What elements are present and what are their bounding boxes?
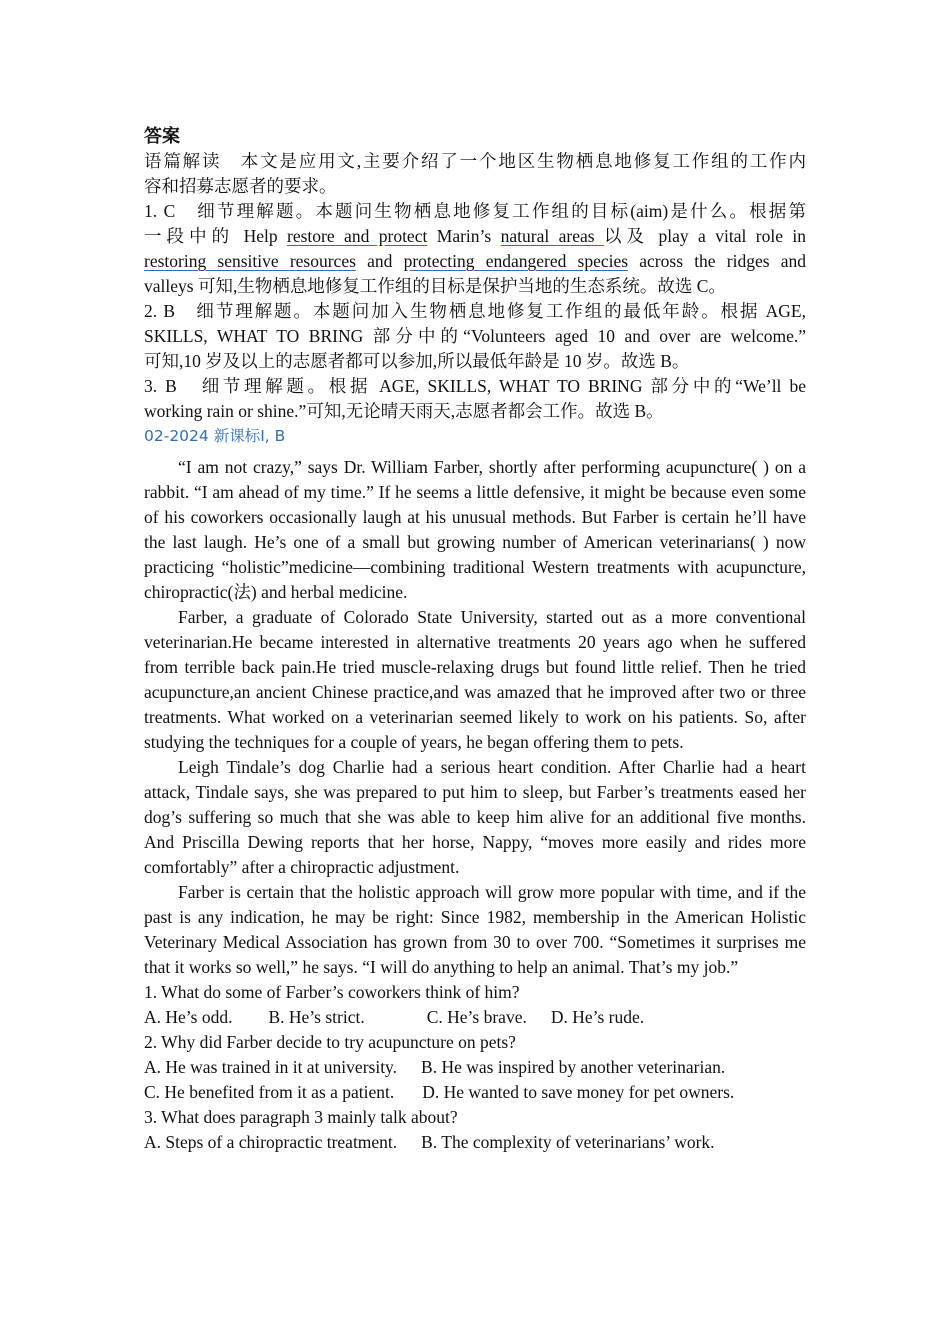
option-a[interactable]: A. He’s odd. [144,1007,233,1027]
question-options [144,1005,806,1030]
question-options [144,1130,806,1155]
option-d[interactable]: D. He wanted to save money for pet owners. [422,1082,735,1102]
passage-paragraph-3: Leigh Tindale’s dog Charlie had a serious heart condition. After Charlie had a heart attack, Tindale says, she was prepared to put him to sleep, but Farber’s treatments eased her dog’s suffering so much that she was able to keep him alive for an additional five months. And Priscilla Dewing reports that her horse, Nappy, “moves more easily and rides more comfortably” after a chiropractic adjustment. [144,757,806,877]
answer-2-line: 2. B 细节理解题。本题问加入生物栖息地修复工作组的最低年龄。根据 AGE, [144,301,806,321]
answer-text: across the ridges and [628,251,806,271]
question-stem: 3. What does paragraph 3 mainly talk about? [144,1107,458,1127]
question-stem: 1. What do some of Farber’s coworkers think of him? [144,982,520,1002]
answer-2-line: 可知,10 岁及以上的志愿者都可以参加,所以最低年龄是 10 岁。故选 B。 [144,351,690,371]
option-b[interactable]: B. The complexity of veterinarians’ work. [421,1132,715,1152]
answer-heading: 答案 [144,126,180,146]
option-d[interactable]: D. He’s rude. [550,1007,645,1027]
section-tag: 02-2024 新课标Ⅰ, B [144,427,286,445]
passage-paragraph-1: “I am not crazy,” says Dr. William Farber, shortly after performing acupuncture( ) on a rabbit. “I am ahead of my time.” If he seems a little defensive, it might be because even some of his coworkers occasionally laugh at his unusual methods. But Farber is certain he’ll have the last laugh. He’s one of a small but growing number of American veterinarians( ) now practicing “holistic”medicine—combining traditional Western treatments with acupuncture, chiropractic(法) and herbal medicine. [144,457,806,602]
answer-3-line: working rain or shine.”可知,无论晴天雨天,志愿者都会工作。故选 B。 [144,401,664,421]
option-c[interactable]: C. He’s brave. [426,1007,527,1027]
question-options [144,1055,806,1080]
document-content [144,124,806,1155]
underlined-phrase: natural areas [500,226,604,246]
answer-1-line [144,249,806,274]
option-c[interactable]: C. He benefited from it as a patient. [144,1082,395,1102]
answer-text: and [355,251,404,271]
answer-text: 一段中的 Help [144,226,288,246]
answer-1-line: valleys 可知,生物栖息地修复工作组的目标是保护当地的生态系统。故选 C。 [144,276,726,296]
answer-text: Marin’s [427,226,501,246]
question-stem: 2. Why did Farber decide to try acupuncture on pets? [144,1032,516,1052]
summary-line: 容和招募志愿者的要求。 [144,176,337,196]
answer-text: 以及 play a vital role in [604,226,806,246]
answer-1-line: 1. C 细节理解题。本题问生物栖息地修复工作组的目标(aim)是什么。根据第 [144,201,806,221]
option-a[interactable]: A. He was trained in it at university. [144,1057,398,1077]
option-b[interactable]: B. He’s strict. [268,1007,365,1027]
option-b[interactable]: B. He was inspired by another veterinarian. [421,1057,726,1077]
question-options [144,1080,806,1105]
underlined-phrase: restore and protect [287,226,428,246]
answer-1-line [144,224,806,249]
underlined-phrase: restoring sensitive resources [144,251,356,271]
passage-paragraph-2: Farber, a graduate of Colorado State University, started out as a more conventional veterinarian.He became interested in alternative treatments 20 years ago when he suffered from terrible back pain.He tried muscle-relaxing drugs but found little relief. Then he tried acupuncture,an ancient Chinese practice,and was amazed that he improved after two or three treatments. What worked on a veterinarian seemed likely to work on his patients. So, after studying the techniques for a couple of years, he began offering them to pets. [144,607,806,752]
answer-2-line: SKILLS, WHAT TO BRING 部分中的“Volunteers aged 10 and over are welcome.” [144,326,806,346]
underlined-phrase: protecting endangered species [403,251,629,271]
summary-line: 语篇解读 本文是应用文,主要介绍了一个地区生物栖息地修复工作组的工作内 [144,151,806,171]
answer-3-line: 3. B 细节理解题。根据 AGE, SKILLS, WHAT TO BRING 部分中的“We’ll be [144,376,806,396]
option-a[interactable]: A. Steps of a chiropractic treatment. [144,1132,398,1152]
passage-paragraph-4: Farber is certain that the holistic approach will grow more popular with time, and if the past is any indication, he may be right: Since 1982, membership in the American Holistic Veterinary Medical Association has grown from 30 to over 700. “Sometimes it surprises me that it works so well,” he says. “I will do anything to help an animal. That’s my job.” [144,882,806,977]
